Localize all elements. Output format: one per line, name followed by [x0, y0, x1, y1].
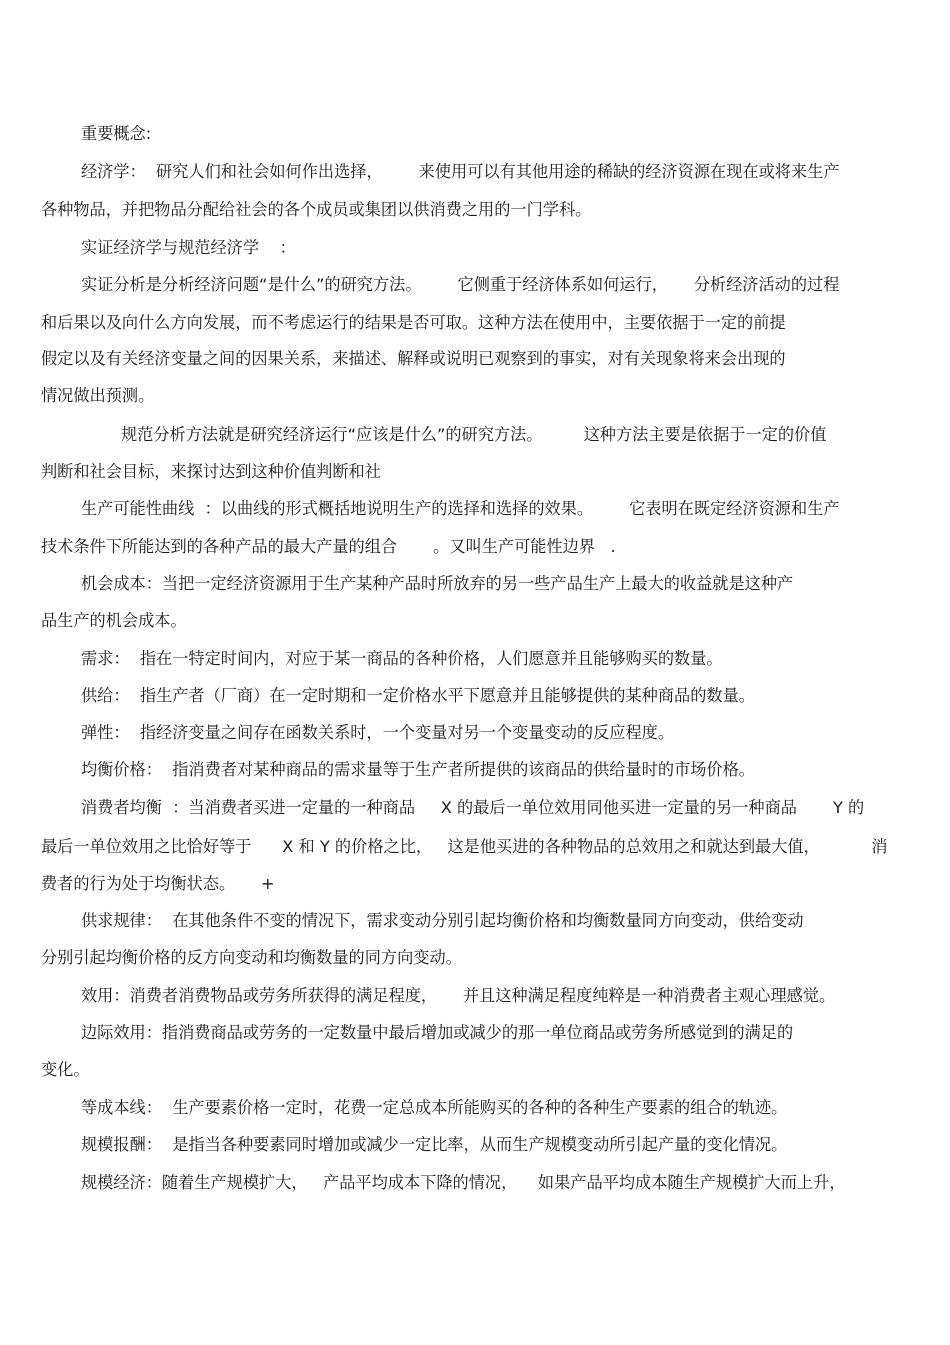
- paragraph-line: 情况做出预测。: [41, 386, 155, 405]
- paragraph-line: 生产可能性曲线 ：以曲线的形式概括地说明生产的选择和选择的效果。 它表明在既定经济资源和生产: [81, 499, 840, 518]
- paragraph-line: 消费者均衡 ：当消费者买进一定量的一种商品 X 的最后一单位效用同他买进一定量的另一种商品 Y 的: [81, 798, 865, 817]
- paragraph-line: 均衡价格： 指消费者对某种商品的需求量等于生产者所提供的该商品的供给量时的市场价格。: [81, 760, 755, 779]
- paragraph-line: 分别引起均衡价格的反方向变动和均衡数量的同方向变动。: [41, 948, 462, 967]
- paragraph-line: 费者的行为处于均衡状态。 +: [41, 874, 275, 893]
- paragraph-line: 边际效用：指消费商品或劳务的一定数量中最后增加或减少的那一单位商品或劳务所感觉到的满足的: [81, 1023, 794, 1042]
- paragraph-line: 技术条件下所能达到的各种产品的最大产量的组合 。又叫生产可能性边界 .: [41, 537, 616, 556]
- paragraph-line: 规模报酬： 是指当各种要素同时增加或减少一定比率，从而生产规模变动所引起产量的变化情况。: [81, 1135, 788, 1154]
- paragraph-line: 规模经济：随着生产规模扩大， 产品平均成本下降的情况， 如果产品平均成本随生产规模扩大而上升，: [81, 1173, 846, 1192]
- paragraph-line: 实证分析是分析经济问题“是什么”的研究方法。 它侧重于经济体系如何运行， 分析经济活动的过程: [81, 275, 840, 294]
- paragraph-line: 最后一单位效用之比恰好等于 X 和 Y 的价格之比， 这是他买进的各种物品的总效用之和就达到最大值， 消: [41, 837, 888, 856]
- paragraph-line: 品生产的机会成本。: [41, 611, 187, 630]
- paragraph-line: 变化。: [41, 1060, 90, 1079]
- paragraph-line: 实证经济学与规范经济学 ：: [81, 238, 296, 257]
- paragraph-line: 规范分析方法就是研究经济运行“应该是什么”的研究方法。 这种方法主要是依据于一定的价值: [121, 425, 827, 444]
- paragraph-line: 效用：消费者消费物品或劳务所获得的满足程度， 并且这种满足程度纯粹是一种消费者主观心理感觉。: [81, 986, 836, 1005]
- paragraph-line: 弹性： 指经济变量之间存在函数关系时，一个变量对另一个变量变动的反应程度。: [81, 723, 675, 742]
- paragraph-line: 供求规律： 在其他条件不变的情况下，需求变动分别引起均衡价格和均衡数量同方向变动，供给变动: [81, 911, 804, 930]
- paragraph-line: 和后果以及向什么方向发展，而不考虑运行的结果是否可取。这种方法在使用中，主要依据于一定的前提: [41, 313, 786, 332]
- paragraph-line: 需求： 指在一特定时间内，对应于某一商品的各种价格，人们愿意并且能够购买的数量。: [81, 649, 723, 668]
- paragraph-line: 等成本线： 生产要素价格一定时，花费一定总成本所能购买的各种的各种生产要素的组合的轨迹。: [81, 1098, 788, 1117]
- heading-important-concepts: 重要概念:: [81, 124, 152, 143]
- paragraph-line: 经济学： 研究人们和社会如何作出选择， 来使用可以有其他用途的稀缺的经济资源在现在或将来生产: [81, 162, 840, 181]
- paragraph-line: 各种物品，并把物品分配给社会的各个成员或集团以供消费之用的一门学科。: [41, 200, 592, 219]
- paragraph-line: 供给： 指生产者（厂商）在一定时期和一定价格水平下愿意并且能够提供的某种商品的数量。: [81, 686, 755, 705]
- paragraph-line: 机会成本：当把一定经济资源用于生产某种产品时所放弃的另一些产品生产上最大的收益就是这种产: [81, 574, 794, 593]
- paragraph-line: 判断和社会目标，来探讨达到这种价值判断和社: [41, 462, 381, 481]
- paragraph-line: 假定以及有关经济变量之间的因果关系，来描述、解释或说明已观察到的事实，对有关现象将来会出现的: [41, 349, 786, 368]
